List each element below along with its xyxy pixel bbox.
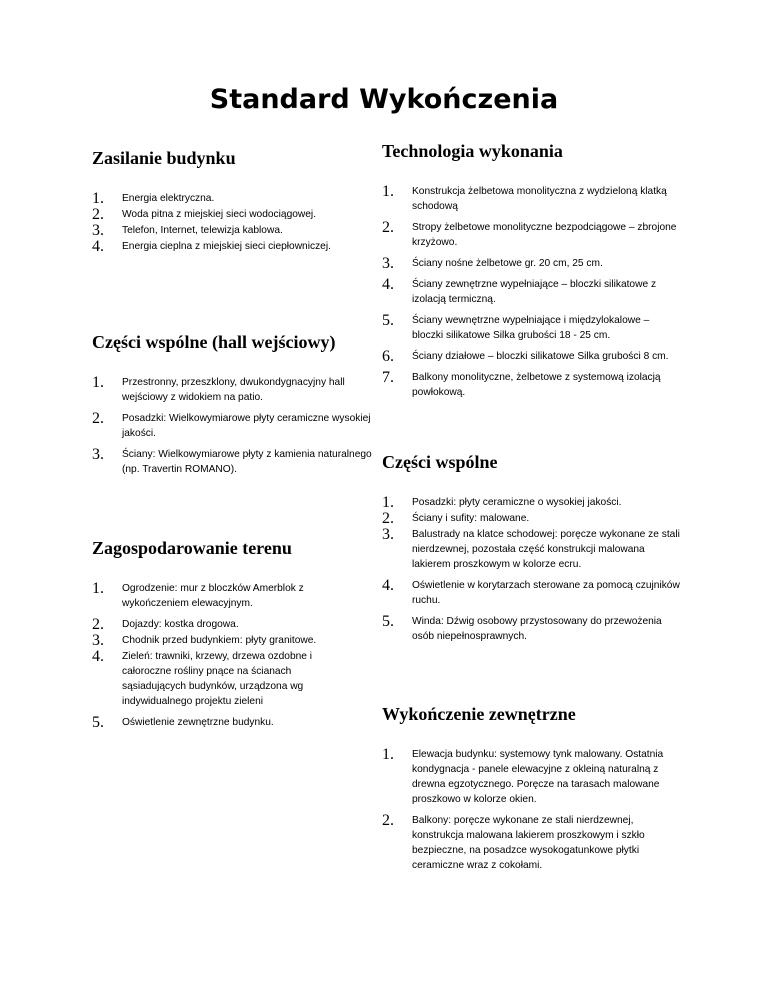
list-number: 7. — [382, 369, 394, 386]
list-text: Ściany zewnętrzne wypełniające – bloczki silikatowe z izolacją termiczną. — [412, 279, 657, 305]
list-text: Balkony: poręcze wykonane ze stali nierdzewnej, konstrukcja malowana lakierem proszkowym i szkło bezpieczne, na posadzce wysokogatunkowe płytki ceramiczne wraz z cokołami. — [412, 815, 645, 871]
list-number: 1. — [92, 580, 104, 597]
numbered-list — [382, 184, 682, 400]
list-number: 1. — [92, 374, 104, 391]
list-item — [382, 349, 682, 364]
list-item — [92, 581, 352, 611]
list-text: Energia elektryczna. — [122, 193, 215, 204]
list-text: Oświetlenie zewnętrzne budynku. — [122, 717, 274, 728]
list-number: 2. — [92, 616, 104, 633]
section-wykonczenie-zewnetrzne — [382, 704, 682, 879]
list-item — [382, 184, 682, 214]
section-heading: Części wspólne — [382, 452, 498, 472]
list-text: Chodnik przed budynkiem: płyty granitowe. — [122, 635, 317, 646]
list-text: Zieleń: trawniki, krzewy, drzewa ozdobne i całoroczne rośliny pnące na ścianach sąsiadujących budynków, urządzona wg indywidualnego projektu zieleni — [122, 651, 313, 707]
list-item — [92, 375, 372, 405]
list-text: Posadzki: Wielkowymiarowe płyty ceramiczne wysokiej jakości. — [122, 413, 371, 439]
list-item — [382, 370, 682, 400]
list-number: 3. — [92, 632, 104, 649]
numbered-list — [92, 581, 352, 730]
list-item — [92, 715, 352, 730]
list-item — [92, 411, 372, 441]
list-number: 2. — [382, 812, 394, 829]
list-item — [92, 207, 372, 222]
section-heading: Zagospodarowanie terenu — [92, 538, 292, 558]
list-text: Balkony monolityczne, żelbetowe z systemową izolacją powłokową. — [412, 372, 661, 398]
section-czesci-wspolne — [382, 452, 682, 650]
list-text: Przestronny, przeszklony, dwukondygnacyjny hall wejściowy z widokiem na patio. — [122, 377, 345, 403]
list-text: Energia cieplna z miejskiej sieci ciepłowniczej. — [122, 241, 331, 252]
list-text: Telefon, Internet, telewizja kablowa. — [122, 225, 283, 236]
list-item — [92, 617, 352, 632]
list-item — [382, 747, 682, 807]
list-text: Ściany: Wielkowymiarowe płyty z kamienia naturalnego (np. Travertin ROMANO). — [122, 449, 372, 475]
list-number: 5. — [382, 312, 394, 329]
section-heading: Technologia wykonania — [382, 141, 563, 161]
list-text: Posadzki: płyty ceramiczne o wysokiej jakości. — [412, 497, 622, 508]
list-number: 4. — [92, 238, 104, 255]
list-text: Ogrodzenie: mur z bloczków Amerblok z wykończeniem elewacyjnym. — [122, 583, 304, 609]
list-text: Ściany działowe – bloczki silikatowe Silka grubości 8 cm. — [412, 351, 669, 362]
section-heading: Zasilanie budynku — [92, 148, 236, 168]
list-number: 6. — [382, 348, 394, 365]
list-item — [382, 511, 682, 526]
list-number: 2. — [382, 510, 394, 527]
list-number: 5. — [382, 613, 394, 630]
list-text: Balustrady na klatce schodowej: poręcze wykonane ze stali nierdzewnej, pozostała część konstrukcji malowana lakierem proszkowym w kolorze ecru. — [412, 529, 680, 570]
list-text: Oświetlenie w korytarzach sterowane za pomocą czujników ruchu. — [412, 580, 680, 606]
list-item — [382, 256, 682, 271]
list-item — [382, 220, 682, 250]
list-item — [382, 527, 682, 572]
numbered-list — [382, 495, 682, 644]
list-text: Dojazdy: kostka drogowa. — [122, 619, 239, 630]
list-number: 5. — [92, 714, 104, 731]
list-number: 3. — [92, 222, 104, 239]
list-item — [92, 239, 372, 254]
numbered-list — [92, 191, 372, 254]
list-item — [382, 277, 682, 307]
list-number: 4. — [92, 648, 104, 665]
list-item — [382, 614, 682, 644]
list-number: 1. — [382, 494, 394, 511]
list-text: Stropy żelbetowe monolityczne bezpodciągowe – zbrojone krzyżowo. — [412, 222, 677, 248]
list-item — [382, 813, 682, 873]
list-number: 3. — [92, 446, 104, 463]
list-item — [92, 649, 352, 709]
list-item — [92, 447, 372, 477]
list-text: Ściany i sufity: malowane. — [412, 513, 530, 524]
page-title: Standard Wykończenia — [209, 84, 559, 115]
section-hall — [92, 332, 372, 483]
list-item — [382, 578, 682, 608]
list-number: 4. — [382, 577, 394, 594]
list-item — [92, 223, 372, 238]
list-number: 1. — [382, 183, 394, 200]
section-heading: Wykończenie zewnętrzne — [382, 704, 576, 724]
numbered-list — [92, 375, 372, 477]
list-number: 2. — [92, 206, 104, 223]
section-zagospodarowanie — [92, 538, 352, 736]
list-text: Konstrukcja żelbetowa monolityczna z wydzieloną klatką schodową — [412, 186, 667, 212]
list-text: Elewacja budynku: systemowy tynk malowany. Ostatnia kondygnacja - panele elewacyjne z okleiną naturalną z drewna egzotycznego. Poręcze na tarasach malowane proszkowo w kolorze okien. — [412, 749, 664, 805]
section-technologia — [382, 141, 682, 406]
list-number: 1. — [382, 746, 394, 763]
section-heading: Części wspólne (hall wejściowy) — [92, 332, 336, 352]
list-number: 2. — [92, 410, 104, 427]
section-zasilanie — [92, 148, 372, 255]
list-number: 1. — [92, 190, 104, 207]
list-text: Ściany nośne żelbetowe gr. 20 cm, 25 cm. — [412, 258, 603, 269]
numbered-list — [382, 747, 682, 873]
list-text: Ściany wewnętrzne wypełniające i międzylokalowe – bloczki silikatowe Silka grubości 18 - 25 cm. — [412, 315, 650, 341]
list-number: 3. — [382, 255, 394, 272]
list-item — [92, 633, 352, 648]
list-number: 4. — [382, 276, 394, 293]
list-item — [382, 313, 682, 343]
list-item — [92, 191, 372, 206]
list-text: Winda: Dźwig osobowy przystosowany do przewożenia osób niepełnosprawnych. — [412, 616, 662, 642]
list-text: Woda pitna z miejskiej sieci wodociągowej. — [122, 209, 317, 220]
list-number: 3. — [382, 526, 394, 543]
list-item — [382, 495, 682, 510]
list-number: 2. — [382, 219, 394, 236]
